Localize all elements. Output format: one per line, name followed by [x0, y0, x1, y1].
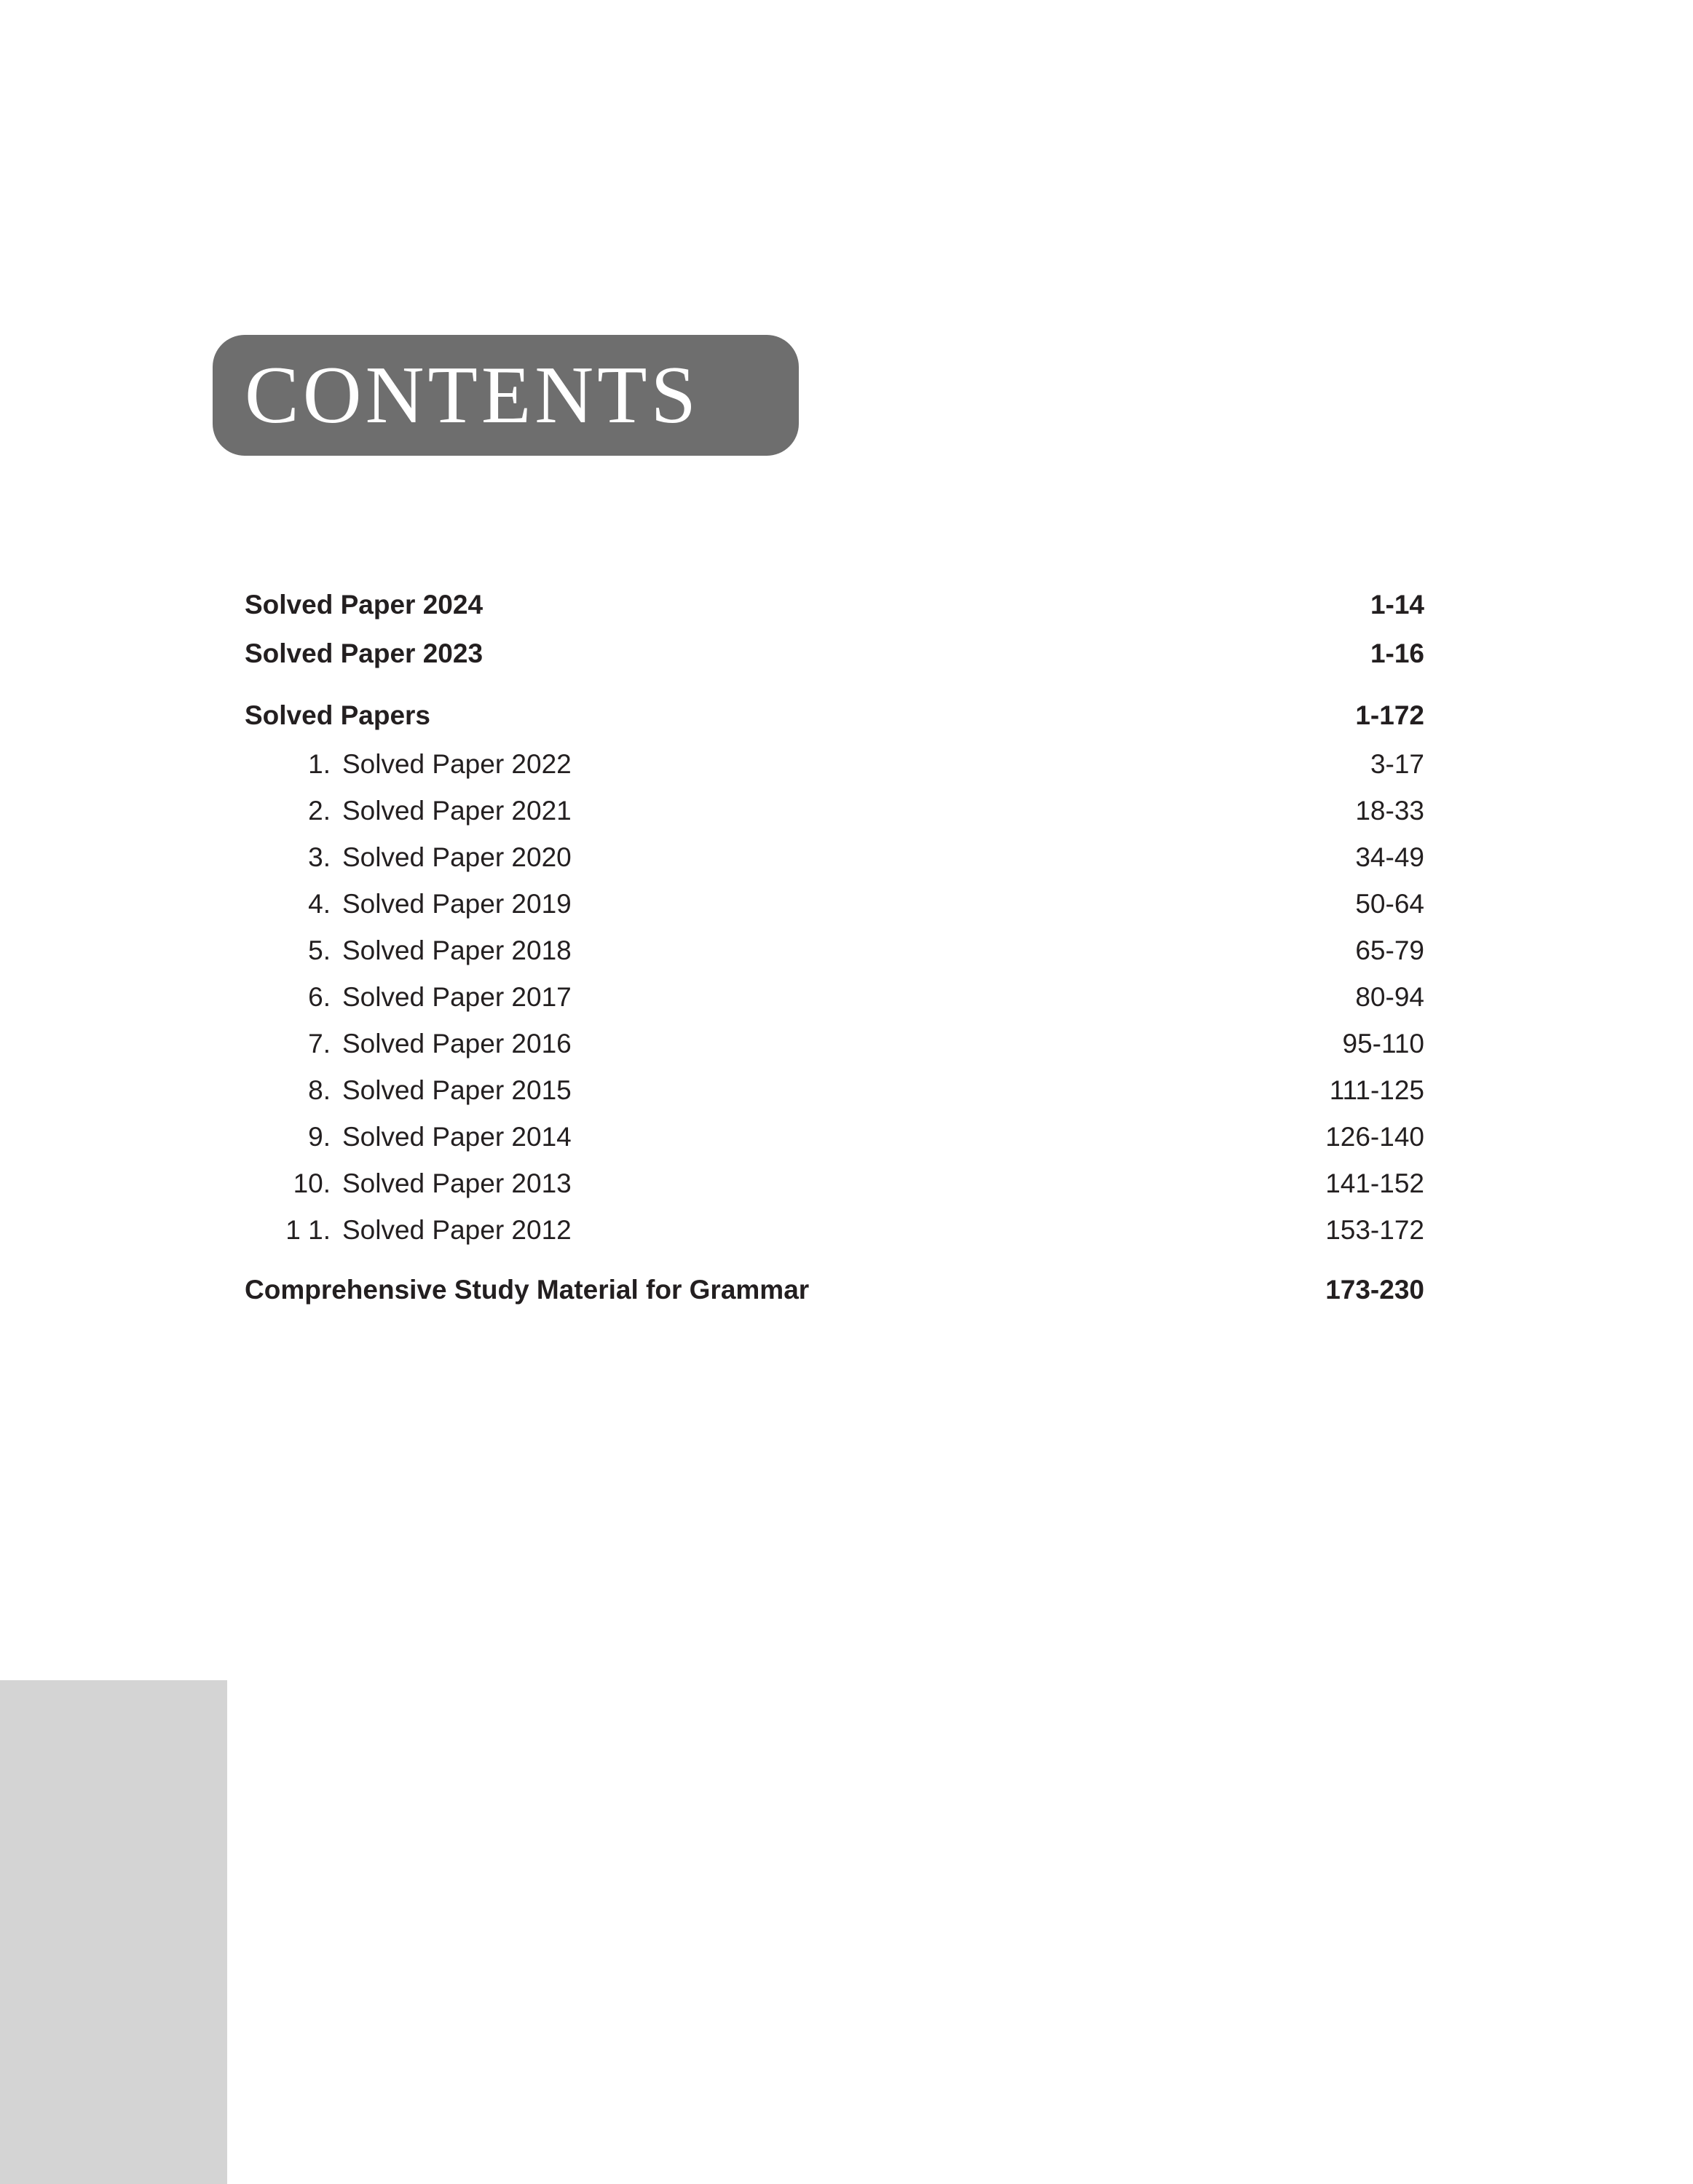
toc-item-number: 7.: [308, 1029, 331, 1059]
toc-item-5[interactable]: [245, 935, 1424, 966]
toc-item-9[interactable]: [245, 1122, 1424, 1152]
toc-item-number: 1 1.: [285, 1215, 331, 1245]
toc-item-number: 2.: [308, 796, 331, 826]
spacer: [245, 687, 1424, 700]
toc-item-label: Solved Paper 2019: [342, 889, 572, 919]
toc-item-10[interactable]: [245, 1168, 1424, 1199]
contents-title-banner: [213, 335, 799, 456]
toc-entry-pages: 173-230: [1325, 1275, 1424, 1305]
toc-item-label: Solved Paper 2015: [342, 1075, 572, 1105]
toc-item-label: Solved Paper 2013: [342, 1168, 572, 1198]
toc-section-label: Solved Papers: [245, 700, 431, 730]
toc-item-pages: 3-17: [1370, 749, 1424, 779]
toc-entry-label: Solved Paper 2024: [245, 590, 484, 620]
toc-item-number: 9.: [308, 1122, 331, 1152]
toc-entry-solved-paper-2023[interactable]: [245, 638, 1424, 669]
toc-item-number: 5.: [308, 935, 331, 965]
toc-item-pages: 65-79: [1355, 935, 1424, 965]
toc-item-number: 4.: [308, 889, 331, 919]
toc-item-label: Solved Paper 2020: [342, 842, 572, 872]
toc-item-11[interactable]: [245, 1215, 1424, 1246]
toc-item-pages: 34-49: [1355, 842, 1424, 872]
toc-entry-label: Comprehensive Study Material for Grammar: [245, 1275, 810, 1305]
toc-item-1[interactable]: [245, 749, 1424, 780]
toc-item-3[interactable]: [245, 842, 1424, 873]
toc-item-pages: 111-125: [1329, 1075, 1424, 1105]
toc-item-pages: 141-152: [1325, 1168, 1424, 1198]
toc-item-label: Solved Paper 2014: [342, 1122, 572, 1152]
toc-item-label: Solved Paper 2021: [342, 796, 572, 826]
toc-item-label: Solved Paper 2022: [342, 749, 572, 779]
toc-item-number: 10.: [293, 1168, 331, 1198]
toc-entry-comprehensive-study-material[interactable]: [245, 1275, 1424, 1305]
toc-item-7[interactable]: [245, 1029, 1424, 1059]
toc-item-label: Solved Paper 2018: [342, 935, 572, 965]
toc-item-label: Solved Paper 2017: [342, 982, 572, 1012]
toc-entry-solved-paper-2024[interactable]: [245, 590, 1424, 620]
toc-section-solved-papers[interactable]: [245, 700, 1424, 731]
toc-item-pages: 153-172: [1325, 1215, 1424, 1245]
page-title: CONTENTS: [245, 350, 700, 440]
toc-item-number: 3.: [308, 842, 331, 872]
toc-item-pages: 50-64: [1355, 889, 1424, 919]
toc-item-4[interactable]: [245, 889, 1424, 919]
toc-item-pages: 80-94: [1355, 982, 1424, 1012]
toc-entry-pages: 1-16: [1370, 638, 1424, 668]
toc-item-number: 8.: [308, 1075, 331, 1105]
toc-section-pages: 1-172: [1355, 700, 1424, 730]
toc-item-number: 1.: [308, 749, 331, 779]
toc-item-pages: 95-110: [1342, 1029, 1424, 1059]
spacer: [245, 1262, 1424, 1275]
toc-item-number: 6.: [308, 982, 331, 1012]
toc-item-pages: 126-140: [1325, 1122, 1424, 1152]
toc-entry-label: Solved Paper 2023: [245, 638, 484, 668]
toc-item-2[interactable]: [245, 796, 1424, 826]
toc-item-label: Solved Paper 2016: [342, 1029, 572, 1059]
toc-item-6[interactable]: [245, 982, 1424, 1013]
table-of-contents: [245, 590, 1424, 1324]
toc-entry-pages: 1-14: [1370, 590, 1424, 620]
toc-item-pages: 18-33: [1355, 796, 1424, 826]
toc-item-label: Solved Paper 2012: [342, 1215, 572, 1245]
toc-item-8[interactable]: [245, 1075, 1424, 1106]
decorative-corner-block: [0, 1680, 227, 2184]
